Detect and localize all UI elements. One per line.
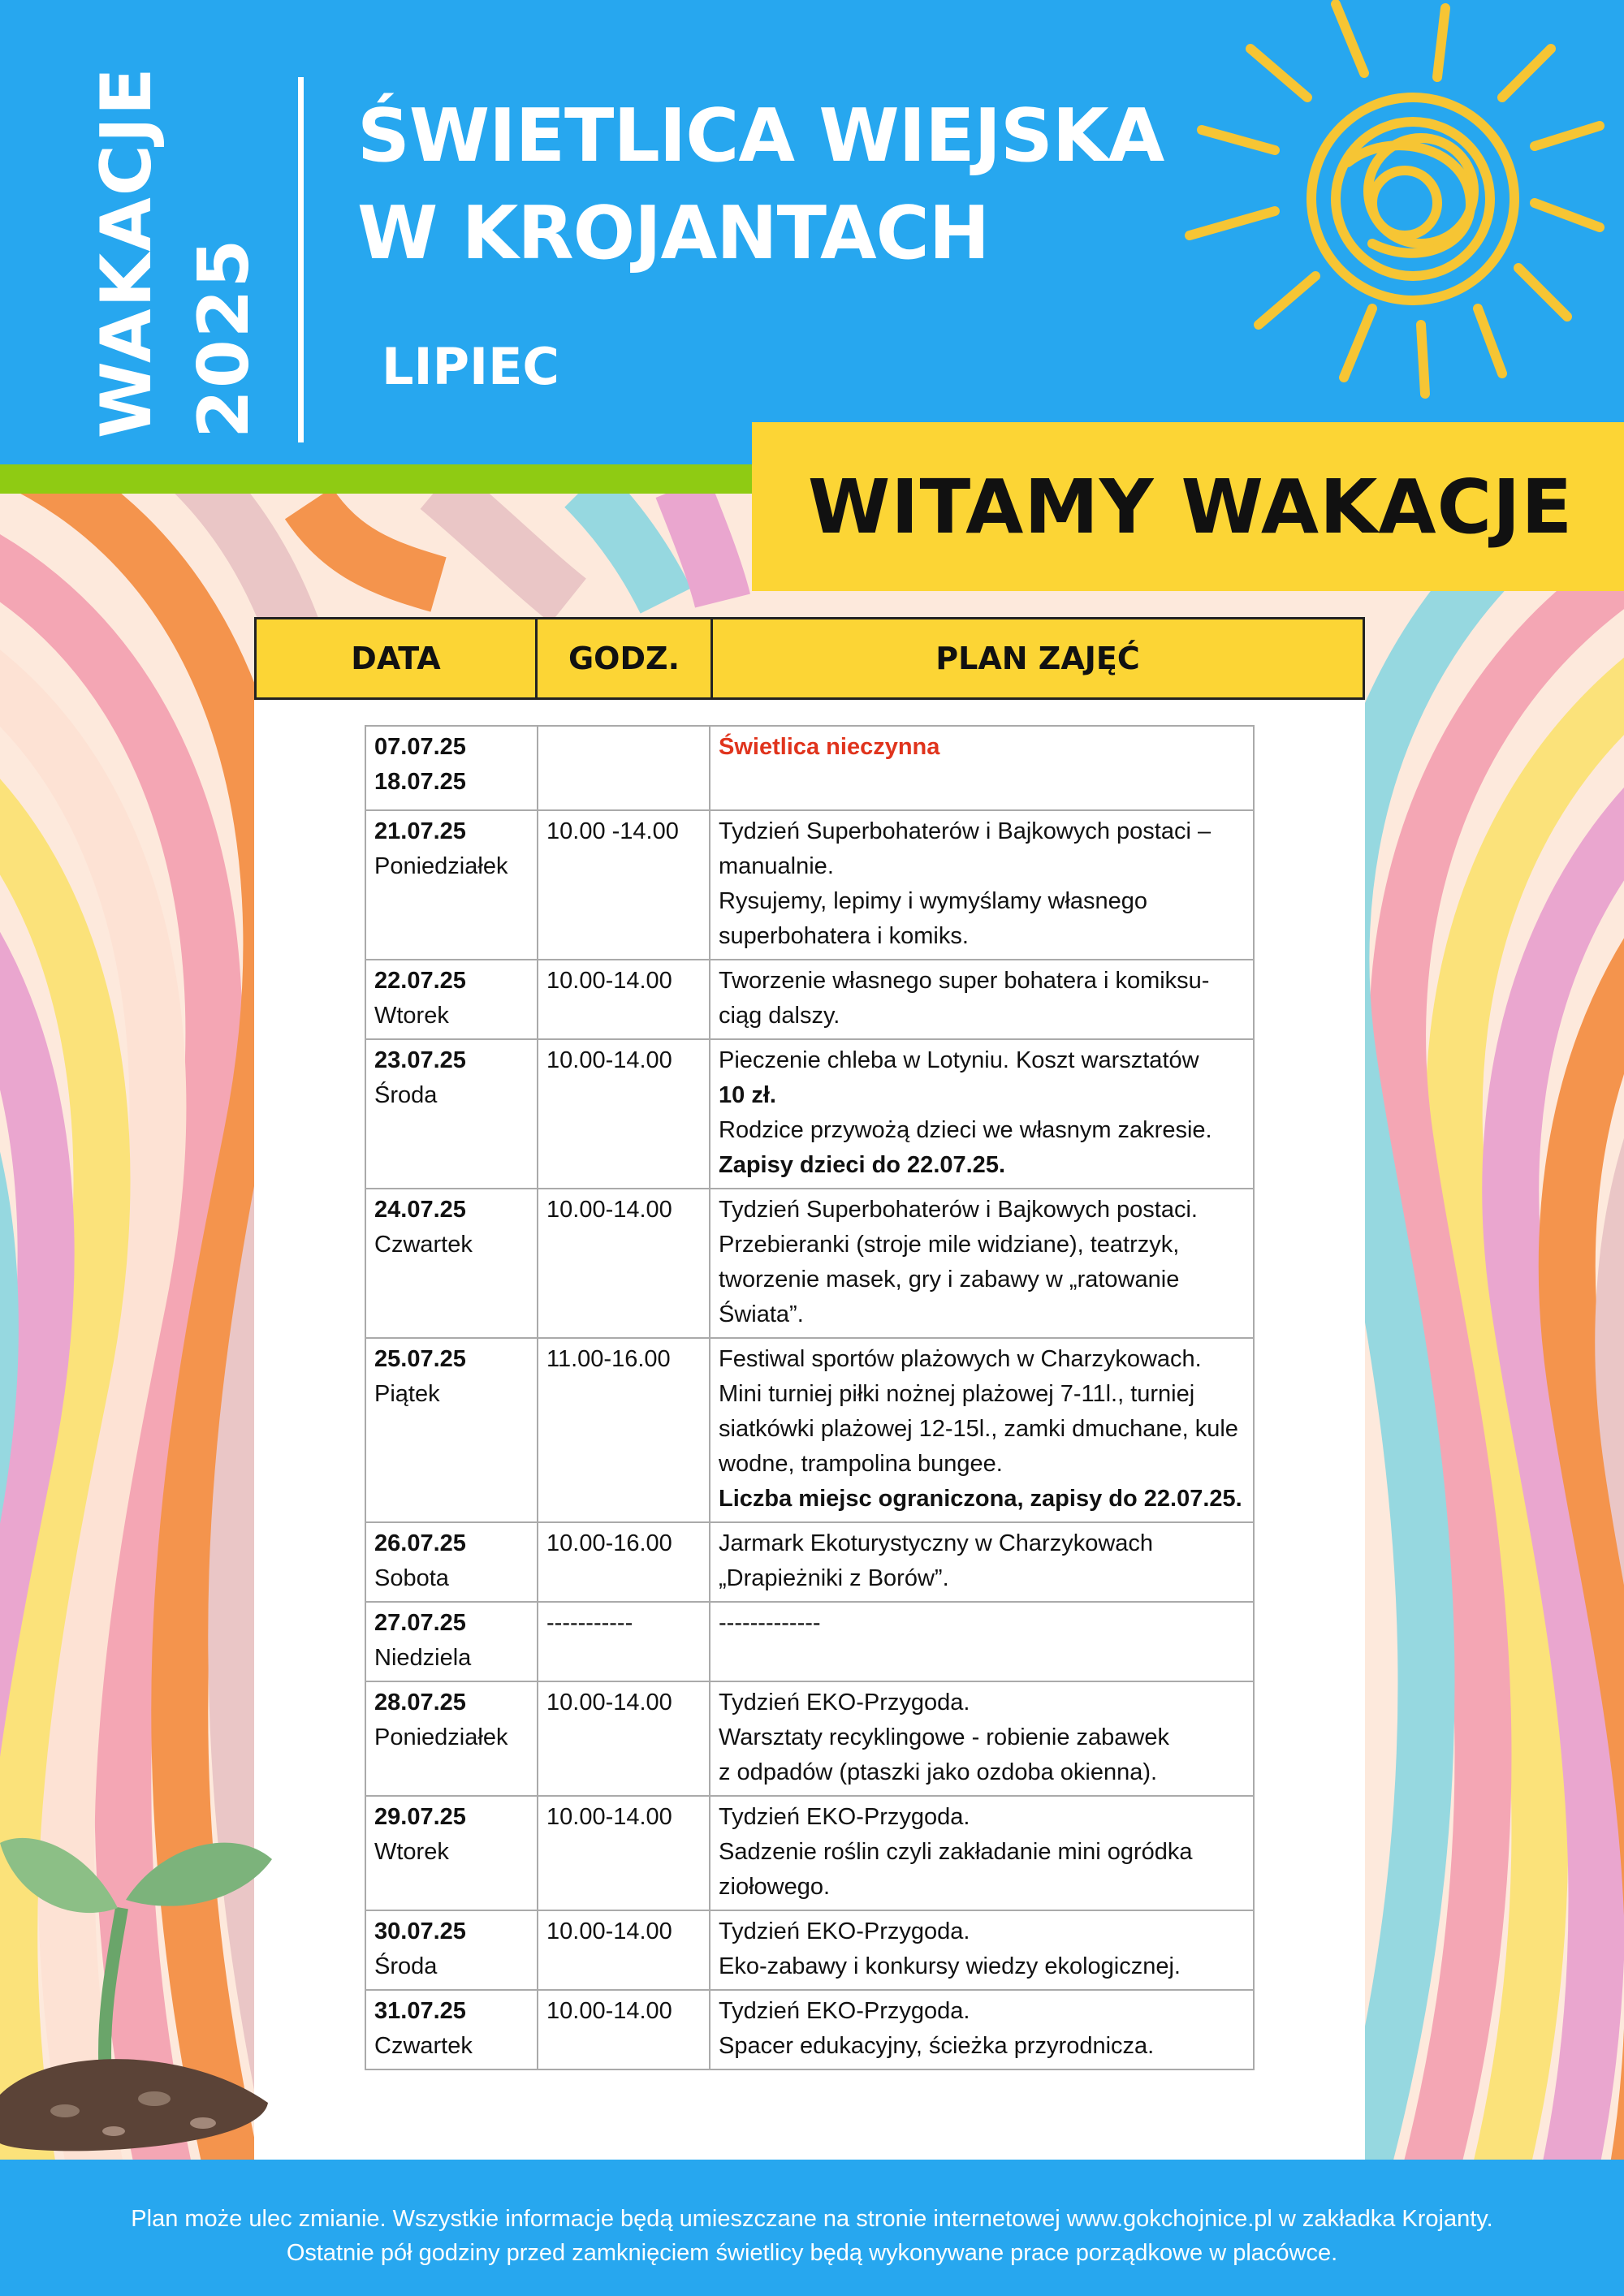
plan-text: Sadzenie roślin czyli zakładanie mini ogródka ziołowego. [719,1839,1193,1900]
time-cell: 10.00-14.00 [538,1189,710,1338]
day-text: 18.07.25 [374,769,466,795]
plan-text: Przebieranki (stroje mile widziane), teatrzyk, tworzenie masek, gry i zabawy w „ratowanie Świata”. [719,1232,1180,1327]
plan-cell [710,1522,1254,1602]
table-row [365,1039,1254,1189]
welcome-banner-text: WITAMY WAKACJE [807,463,1574,550]
plan-cell [710,1681,1254,1796]
date-text: 28.07.25 [374,1690,466,1716]
date-cell [365,1602,538,1681]
vertical-title-line2: 2025 [184,237,265,438]
plan-text: Eko-zabawy i konkursy wiedzy ekologicznej. [719,1953,1181,1979]
time-cell [538,726,710,810]
date-cell [365,1990,538,2069]
plan-cell [710,960,1254,1039]
date-cell [365,1796,538,1910]
vertical-title-line1: WAKACJE [86,66,167,438]
time-cell: 10.00-16.00 [538,1522,710,1602]
column-header-plan: PLAN ZAJĘĆ [935,641,1140,676]
plan-text: z odpadów (ptaszki jako ozdoba okienna). [719,1759,1158,1785]
table-row [365,1189,1254,1338]
plan-cell [710,1990,1254,2069]
date-cell [365,1189,538,1338]
date-cell [365,960,538,1039]
plan-text: Pieczenie chleba w Lotyniu. Koszt warsztatów [719,1047,1199,1073]
month-label: LIPIEC [382,337,559,396]
time-cell: 10.00-14.00 [538,1990,710,2069]
page-title-line2: W KROJANTACH [357,191,990,276]
date-text: 27.07.25 [374,1610,466,1636]
date-text: 07.07.25 [374,734,466,760]
table-row [365,1338,1254,1522]
date-text: 31.07.25 [374,1998,466,2024]
welcome-banner [752,422,1624,591]
column-header-time: GODZ. [538,619,713,697]
plan-cell [710,1602,1254,1681]
page-title-line1: ŚWIETLICA WIEJSKA [357,93,1164,179]
day-text: Środa [374,1082,438,1108]
plan-text: Spacer edukacyjny, ścieżka przyrodnicza. [719,2033,1155,2059]
plan-text: Tydzień Superbohaterów i Bajkowych postaci – manualnie. [719,818,1212,879]
plan-text: Mini turniej piłki nożnej plażowej 7-11l., turniej siatkówki plażowej 12-15l., zamki dmuchane, kule wodne, trampolina bungee. [719,1381,1238,1477]
table-row [365,1910,1254,1990]
time-cell: 10.00-14.00 [538,960,710,1039]
footer [0,2160,1624,2296]
table-row [365,1522,1254,1602]
plan-cell [710,1039,1254,1189]
vertical-title [78,66,273,438]
plan-text: Warsztaty recyklingowe - robienie zabawek [719,1724,1169,1750]
date-text: 26.07.25 [374,1530,466,1556]
plan-text: Tydzień EKO-Przygoda. [719,1918,970,1944]
day-text: Poniedziałek [374,853,508,879]
sprout-icon [0,1810,276,2160]
date-text: 23.07.25 [374,1047,466,1073]
plan-text: Rodzice przywożą dzieci we własnym zakresie. [719,1117,1212,1143]
plan-text: ------------- [719,1610,821,1636]
day-text: Czwartek [374,1232,473,1258]
day-text: Środa [374,1953,438,1979]
plan-text: Liczba miejsc ograniczona, zapisy do 22.07.25. [719,1486,1242,1512]
day-text: Piątek [374,1381,440,1407]
date-cell [365,726,538,810]
plan-text: Rysujemy, lepimy i wymyślamy własnego superbohatera i komiks. [719,888,1148,949]
time-cell: ----------- [538,1602,710,1681]
table-row [365,810,1254,960]
plan-cell [710,1338,1254,1522]
plan-text: 10 zł. [719,1082,776,1108]
date-cell [365,1522,538,1602]
plan-cell [710,1910,1254,1990]
date-cell [365,1338,538,1522]
date-cell [365,1681,538,1796]
date-text: 30.07.25 [374,1918,466,1944]
table-row [365,1602,1254,1681]
date-text: 22.07.25 [374,968,466,994]
table-row [365,726,1254,810]
time-cell: 10.00-14.00 [538,1039,710,1189]
date-text: 29.07.25 [374,1804,466,1830]
day-text: Niedziela [374,1645,472,1671]
day-text: Czwartek [374,2033,473,2059]
green-accent-bar [0,464,752,494]
table-row [365,1681,1254,1796]
date-cell [365,810,538,960]
plan-text: Tydzień EKO-Przygoda. [719,1690,970,1716]
date-cell [365,1039,538,1189]
plan-text: Jarmark Ekoturystyczny w Charzykowach „Drapieżniki z Borów”. [719,1530,1154,1591]
plan-cell [710,726,1254,810]
table-row [365,1990,1254,2069]
time-cell: 11.00-16.00 [538,1338,710,1522]
plan-text: Tydzień Superbohaterów i Bajkowych postaci. [719,1197,1198,1223]
day-text: Poniedziałek [374,1724,508,1750]
time-cell: 10.00-14.00 [538,1796,710,1910]
time-cell: 10.00 -14.00 [538,810,710,960]
plan-text: Festiwal sportów plażowych w Charzykowach. [719,1346,1202,1372]
date-text: 25.07.25 [374,1346,466,1372]
day-text: Wtorek [374,1003,449,1029]
footer-line2: Ostatnie pół godziny przed zamknięciem świetlicy będą wykonywane prace porządkowe w placówce. [286,2240,1338,2266]
plan-text: Zapisy dzieci do 22.07.25. [719,1152,1005,1178]
time-cell: 10.00-14.00 [538,1681,710,1796]
plan-cell [710,1796,1254,1910]
day-text: Sobota [374,1565,449,1591]
date-text: 24.07.25 [374,1197,466,1223]
plan-text: Świetlica nieczynna [719,734,940,760]
plan-text: Tydzień EKO-Przygoda. [719,1998,970,2024]
sun-icon [1177,0,1624,455]
plan-cell [710,810,1254,960]
column-header-date: DATA [257,619,538,697]
footer-line1: Plan może ulec zmianie. Wszystkie informacje będą umieszczane na stronie internetowej www.gokchojnice.pl w zakładka Krojanty. [131,2206,1493,2232]
table-row [365,1796,1254,1910]
plan-text: Tydzień EKO-Przygoda. [719,1804,970,1830]
plan-cell [710,1189,1254,1338]
time-cell: 10.00-14.00 [538,1910,710,1990]
schedule-table [365,725,1255,2070]
date-text: 21.07.25 [374,818,466,844]
header-divider [298,77,304,442]
table-row [365,960,1254,1039]
day-text: Wtorek [374,1839,449,1865]
date-cell [365,1910,538,1990]
schedule-header-row [254,617,1365,700]
plan-text: Tworzenie własnego super bohatera i komiksu- ciąg dalszy. [719,968,1210,1029]
page-title [357,88,1164,283]
